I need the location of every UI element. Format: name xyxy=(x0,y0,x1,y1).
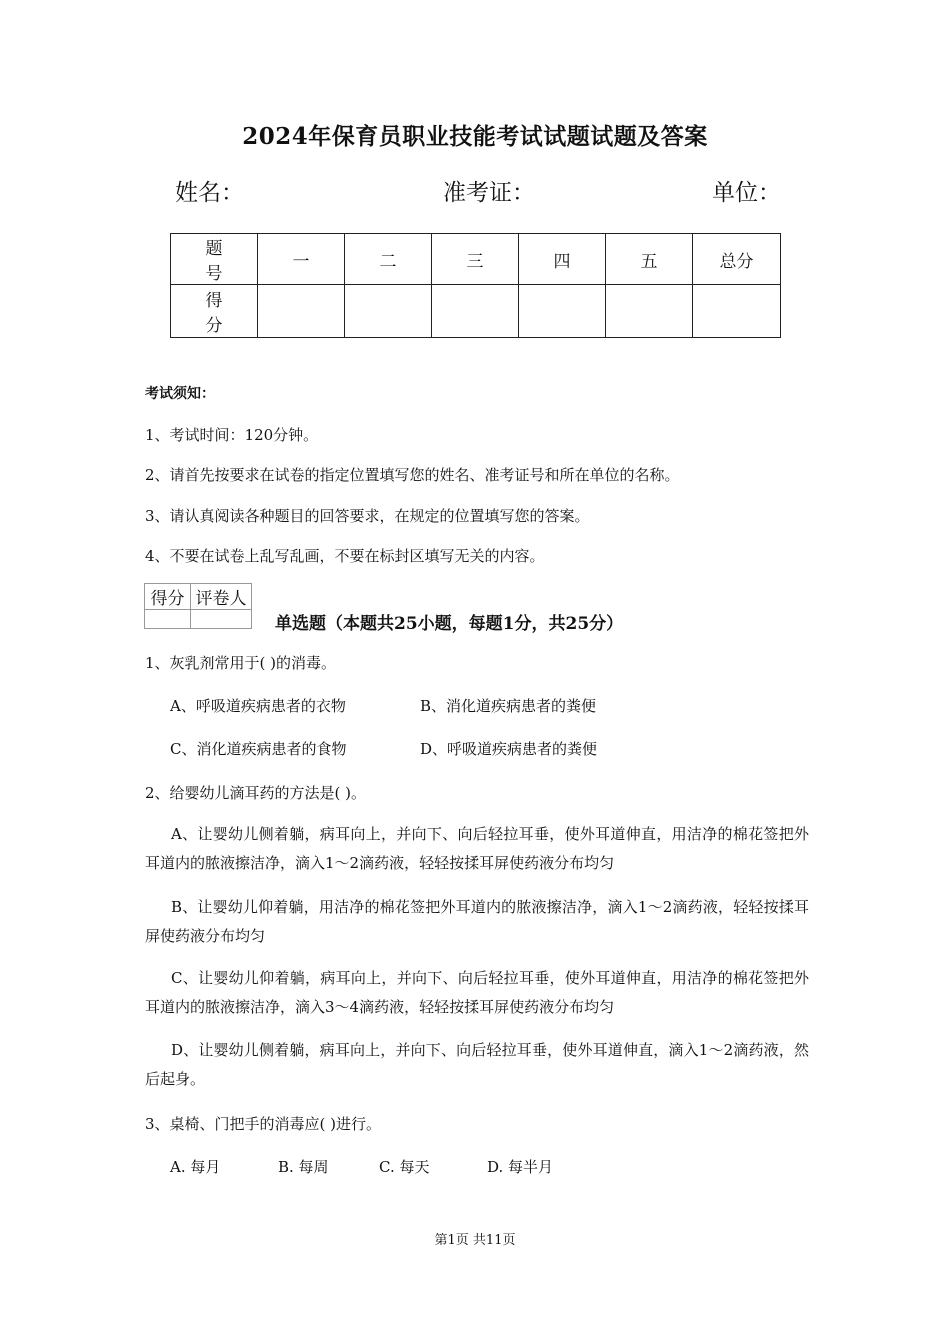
score-input-cell[interactable] xyxy=(606,285,693,338)
score-row-label: 得 分 xyxy=(171,285,258,338)
question-option: B、消化道疾病患者的粪便 xyxy=(420,697,597,715)
question-option: A、让婴幼儿侧着躺，病耳向上，并向下、向后轻拉耳垂，使外耳道伸直，用洁净的棉花签把外耳道内的脓液擦洁净，滴入1～2滴药液，轻轻按揉耳屏使药液分布均匀 xyxy=(145,825,809,872)
score-input-cell[interactable] xyxy=(432,285,519,338)
score-input-cell[interactable] xyxy=(519,285,606,338)
unit-field-label: 单位： xyxy=(712,180,781,206)
question-option: B、让婴幼儿仰着躺，用洁净的棉花签把外耳道内的脓液擦洁净，滴入1～2滴药液，轻轻按揉耳屏使药液分布均匀 xyxy=(145,898,809,945)
exam-number-field-label: 准考证： xyxy=(443,180,535,206)
score-table xyxy=(170,233,781,338)
score-header-cell: 一 xyxy=(258,234,345,285)
score-header-cell: 三 xyxy=(432,234,519,285)
question-option: D. 每半月 xyxy=(487,1158,554,1176)
question-stem: 3、桌椅、门把手的消毒应( )进行。 xyxy=(145,1115,382,1133)
question-option: D、让婴幼儿侧着躺，病耳向上，并向下、向后轻拉耳垂，使外耳道伸直，滴入1～2滴药液，然后起身。 xyxy=(145,1041,809,1088)
notice-rule: 2、请首先按要求在试卷的指定位置填写您的姓名、准考证号和所在单位的名称。 xyxy=(145,466,680,484)
score-input-cell[interactable] xyxy=(693,285,781,338)
question-option: A. 每月 xyxy=(170,1158,221,1176)
question-option: A、呼吸道疾病患者的衣物 xyxy=(170,697,346,715)
grader-box xyxy=(144,583,252,629)
notice-rule: 4、不要在试卷上乱写乱画，不要在标封区填写无关的内容。 xyxy=(145,547,545,565)
section-title: 单选题（本题共25小题，每题1分，共25分） xyxy=(275,614,624,634)
notice-heading: 考试须知： xyxy=(145,386,215,402)
grader-name-label: 评卷人 xyxy=(191,584,252,610)
question-option: C. 每天 xyxy=(379,1158,430,1176)
question-option: C、让婴幼儿仰着躺，病耳向上，并向下、向后轻拉耳垂，使外耳道伸直，用洁净的棉花签把外耳道内的脓液擦洁净，滴入3～4滴药液，轻轻按揉耳屏使药液分布均匀 xyxy=(145,969,809,1016)
score-header-cell: 题 号 xyxy=(171,234,258,285)
score-header-cell: 四 xyxy=(519,234,606,285)
question-stem: 1、灰乳剂常用于( )的消毒。 xyxy=(145,654,337,672)
score-input-cell[interactable] xyxy=(345,285,432,338)
score-table-score-row xyxy=(171,285,781,338)
score-table-header-row xyxy=(171,234,781,285)
grader-score-input[interactable] xyxy=(145,610,191,629)
question-option: B. 每周 xyxy=(278,1158,329,1176)
question-option: D、呼吸道疾病患者的粪便 xyxy=(420,740,598,758)
page-title: 2024年保育员职业技能考试试题试题及答案 xyxy=(242,123,708,150)
question-option: C、消化道疾病患者的食物 xyxy=(170,740,347,758)
question-stem: 2、给婴幼儿滴耳药的方法是( )。 xyxy=(145,784,367,802)
notice-rule: 3、请认真阅读各种题目的回答要求，在规定的位置填写您的答案。 xyxy=(145,507,590,525)
notice-rule: 1、考试时间：120分钟。 xyxy=(145,426,319,444)
score-header-cell: 五 xyxy=(606,234,693,285)
score-header-cell: 总分 xyxy=(693,234,781,285)
score-header-cell: 二 xyxy=(345,234,432,285)
page-footer: 第1页 共11页 xyxy=(434,1233,516,1248)
name-field-label: 姓名： xyxy=(175,180,244,206)
grader-name-input[interactable] xyxy=(191,610,252,629)
grader-score-label: 得分 xyxy=(145,584,191,610)
score-input-cell[interactable] xyxy=(258,285,345,338)
